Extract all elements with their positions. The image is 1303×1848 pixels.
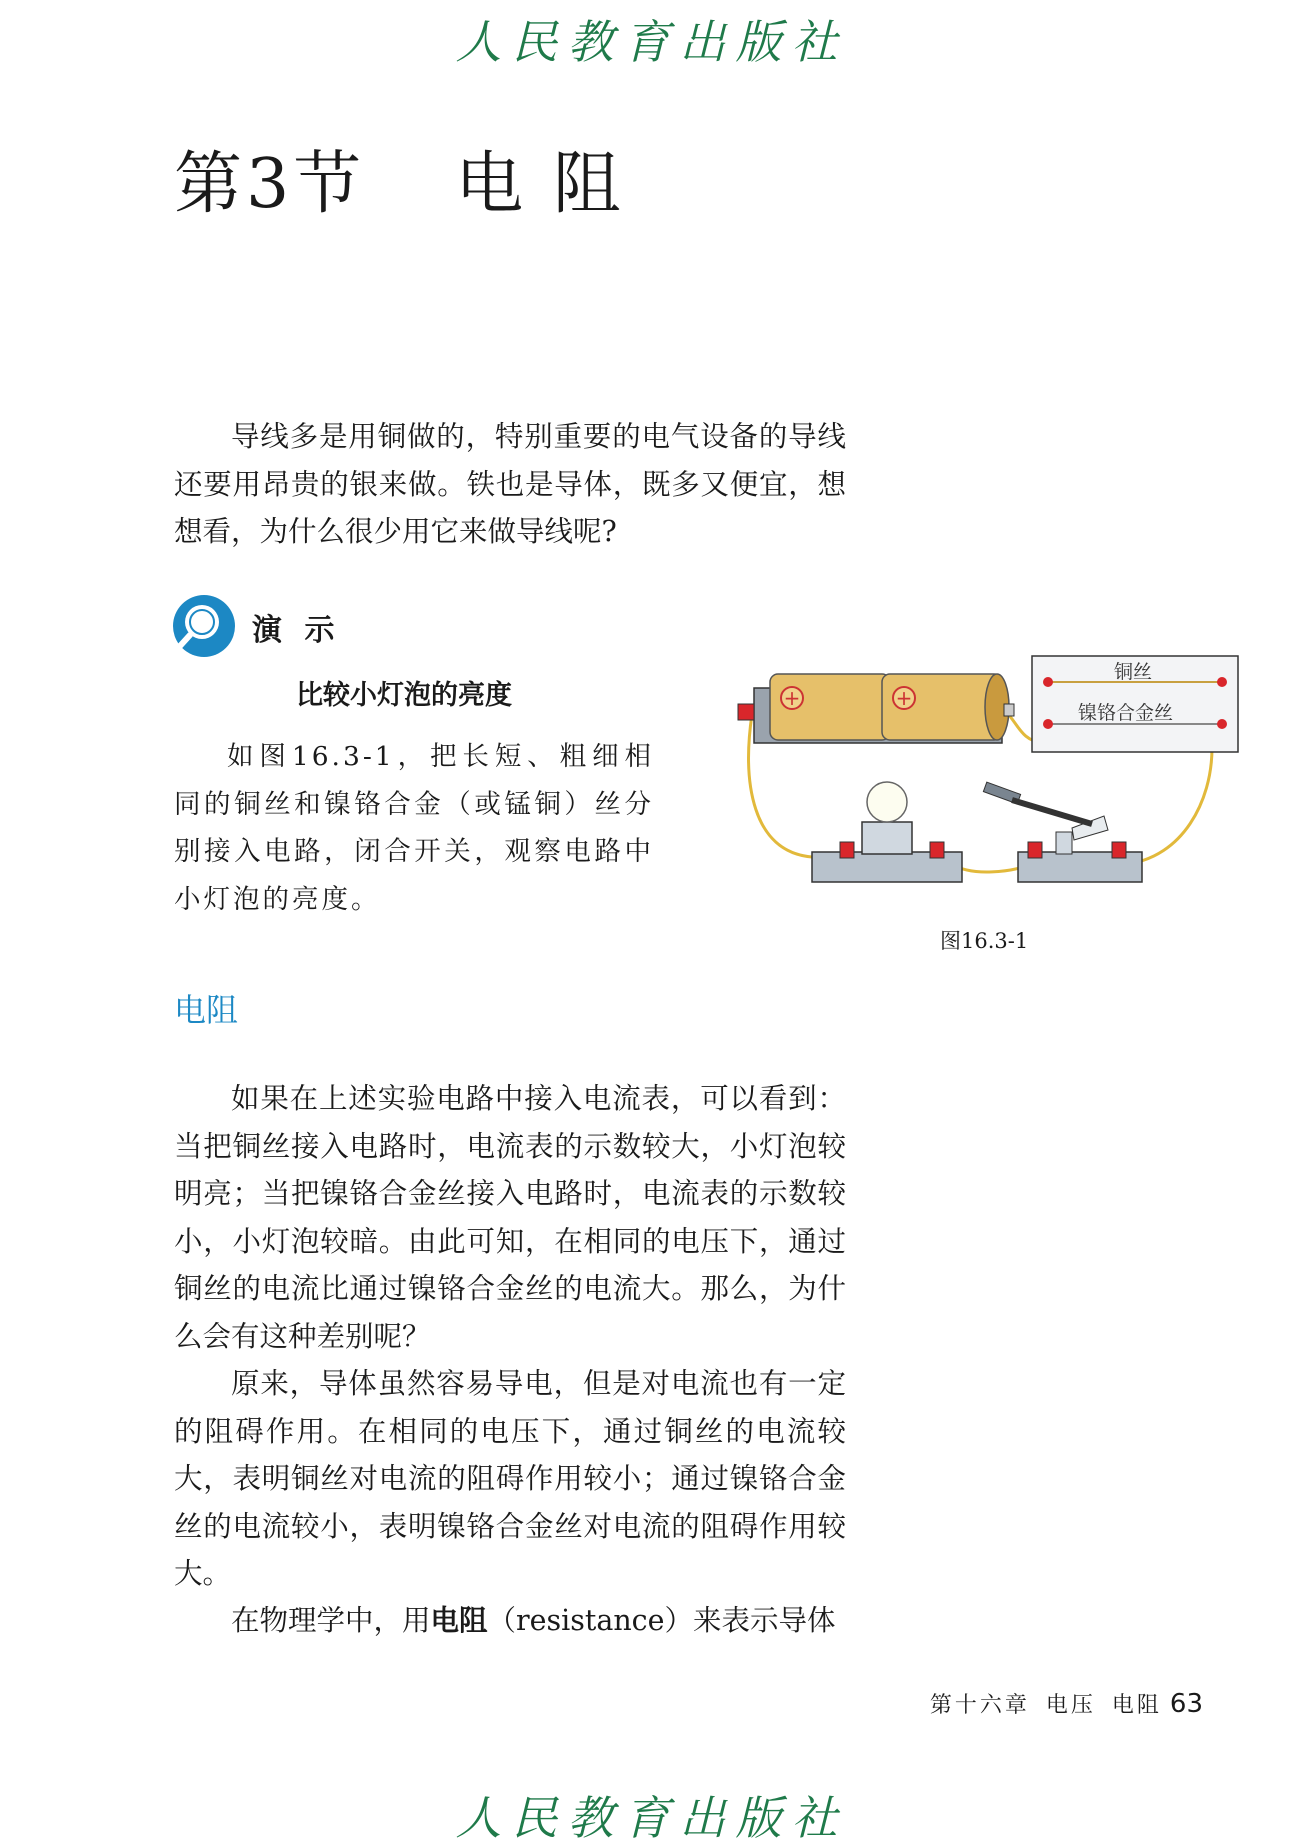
- battery-plus-symbol-1: +: [783, 686, 801, 710]
- paragraph-1: 如果在上述实验电路中接入电流表，可以看到：当把铜丝接入电路时，电流表的示数较大，小灯泡较明亮；当把镍铬合金丝接入电路时，电流表的示数较小，小灯泡较暗。由此可知，在相同的电压下，通过铜丝的电流比通过镍铬合金丝的电流大。那么，为什么会有这种差别呢？: [174, 1082, 846, 1353]
- page-footer: [930, 1688, 1203, 1719]
- paragraph-3-lead: 在物理学中，用: [231, 1604, 431, 1637]
- wire-board: [1032, 656, 1238, 752]
- demo-subtitle: 比较小灯泡的亮度: [296, 680, 512, 711]
- resistance-subheading: 电阻: [174, 991, 239, 1029]
- battery-plus-symbol-2: +: [895, 686, 913, 710]
- footer-topic-resistance: 电阻: [1111, 1693, 1162, 1718]
- publisher-watermark-top: 人民教育出版社: [455, 15, 848, 69]
- section-name: 电 阻: [455, 145, 625, 224]
- section-title: [174, 130, 625, 227]
- knife-switch: [983, 782, 1142, 882]
- demo-magnifier-icon: [172, 594, 236, 658]
- demo-text: 如图16.3-1，把长短、粗细相同的铜丝和镍铬合金（或锰铜）丝分别接入电路，闭合开关，观察电路中小灯泡的亮度。: [174, 741, 654, 915]
- nichrome-wire-label: 镍铬合金丝: [1078, 702, 1174, 724]
- wire-switch-to-board: [1127, 748, 1212, 864]
- publisher-watermark-bottom: 人民教育出版社: [455, 1791, 848, 1845]
- page-number: 63: [1169, 1689, 1203, 1719]
- battery-holder: [738, 674, 1014, 743]
- term-resistance: 电阻: [430, 1604, 488, 1637]
- paragraph-3: [174, 1597, 846, 1645]
- figure-caption: 图16.3-1: [940, 929, 1029, 953]
- copper-wire-label: 铜丝: [1114, 661, 1153, 683]
- lamp-base: [812, 782, 962, 882]
- footer-chapter: 第十六章: [929, 1693, 1030, 1718]
- paragraph-2: 原来，导体虽然容易导电，但是对电流也有一定的阻碍作用。在相同的电压下，通过铜丝的电流较大，表明铜丝对电流的阻碍作用较小；通过镍铬合金丝的电流较小，表明镍铬合金丝对电流的阻碍作用较大。: [174, 1367, 846, 1590]
- intro-paragraph: 导线多是用铜做的，特别重要的电气设备的导线还要用昂贵的银来做。铁也是导体，既多又便宜，想想看，为什么很少用它来做导线呢?: [174, 420, 846, 548]
- circuit-figure: [712, 652, 1248, 908]
- demo-label: 演 示: [252, 613, 341, 648]
- paragraph-3-tail: （resistance）来表示导体: [487, 1604, 836, 1637]
- section-number: 第3节: [174, 145, 366, 224]
- footer-topic-voltage: 电压: [1045, 1693, 1096, 1718]
